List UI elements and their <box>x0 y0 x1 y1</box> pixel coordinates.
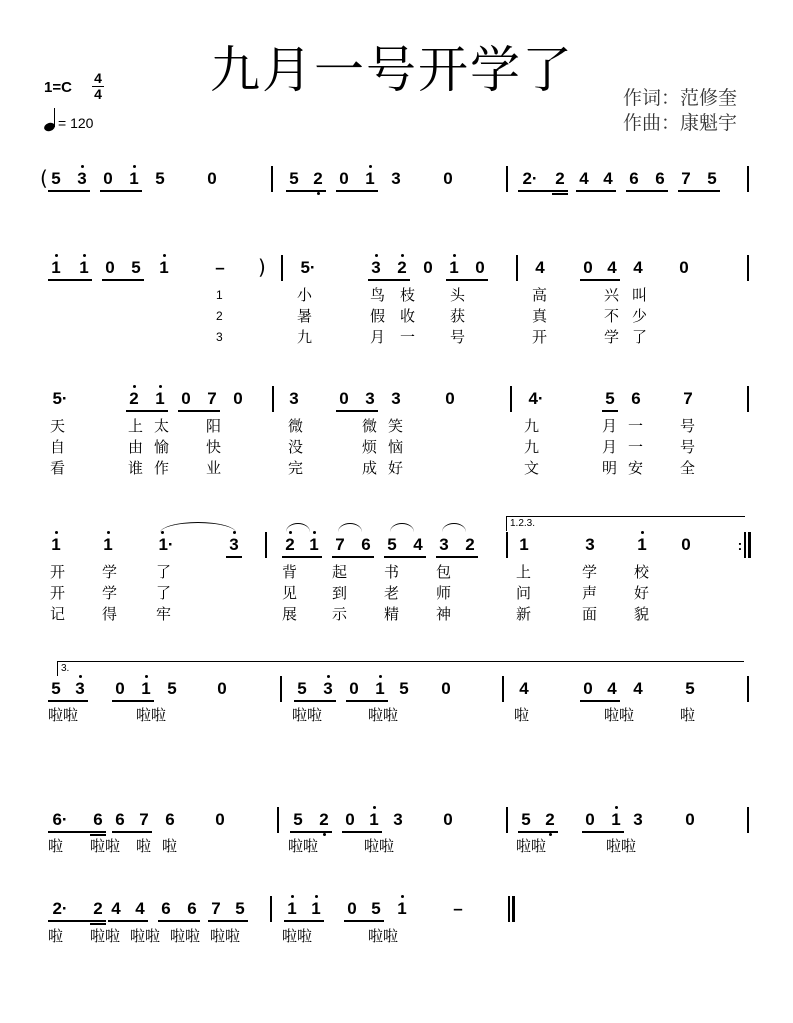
note: 5· <box>52 389 68 408</box>
note: 4 <box>607 258 617 277</box>
verse-number: 1 <box>216 288 223 302</box>
lyric: 愉 <box>154 438 170 456</box>
lyric: 包 <box>436 563 452 581</box>
lyric: 看 <box>50 459 66 477</box>
lyric: 九 <box>524 438 540 456</box>
time-signature-top: 4 <box>94 70 102 86</box>
composer-credit: 作曲：康魁宇 <box>623 112 738 134</box>
note: 0 <box>217 679 227 698</box>
lyric: 起 <box>332 563 348 581</box>
lyric: 学 <box>604 328 620 346</box>
note: 6 <box>165 810 175 829</box>
lyric: 真 <box>532 307 548 325</box>
lyric: 微 <box>362 417 378 435</box>
lyric: 天 <box>50 417 66 435</box>
note: 1 <box>48 257 64 279</box>
note: 2 <box>465 535 475 554</box>
lyric: 啦啦 <box>364 837 395 855</box>
lyric: 示 <box>332 605 348 623</box>
lyric: 明 <box>602 459 618 477</box>
note: 1 <box>394 898 410 920</box>
note: 3 <box>226 534 242 556</box>
note: 6· <box>52 810 68 829</box>
note: 2 <box>93 899 103 918</box>
score-line-4: 1 1 1· 3 2 1 7 6 5 4 3 2 1 3 1 0 : <box>0 534 793 564</box>
note: 3 <box>72 678 88 700</box>
lyric: 师 <box>436 584 452 602</box>
lyric: 微 <box>288 417 304 435</box>
lyric: 学 <box>102 563 118 581</box>
note: 3 <box>439 535 449 554</box>
note: 3 <box>74 168 90 190</box>
lyric: 高 <box>532 286 548 304</box>
note: 2 <box>126 388 142 410</box>
lyric: 啦 <box>514 706 530 724</box>
lyric: 获 <box>450 307 466 325</box>
note: 5 <box>399 679 409 698</box>
score-line-1 <box>0 168 793 198</box>
lyric: 了 <box>156 584 172 602</box>
lyric: 由 <box>128 438 144 456</box>
lyric: 貌 <box>634 605 650 623</box>
note: 1 <box>76 257 92 279</box>
note: 1 <box>306 534 322 556</box>
lyric: 新 <box>516 605 532 623</box>
note: 0 <box>443 810 453 829</box>
lyric: 收 <box>400 307 416 325</box>
time-signature-bottom: 4 <box>94 86 102 102</box>
volta-bracket-1 <box>506 516 745 531</box>
note: 1 <box>156 257 172 279</box>
lyric: 叫 <box>632 286 648 304</box>
note: 3 <box>289 389 299 408</box>
note: 1· <box>154 534 178 556</box>
lyric: 号 <box>450 328 466 346</box>
note: 0 <box>681 535 691 554</box>
note: 4 <box>579 169 589 188</box>
note: 5 <box>51 169 61 188</box>
note: 2 <box>310 168 326 190</box>
note: 6 <box>629 169 639 188</box>
lyric: 啦啦 <box>606 837 637 855</box>
note: 2 <box>394 257 410 279</box>
lyric: 一 <box>628 417 644 435</box>
slur <box>338 523 362 532</box>
note: 5 <box>155 169 165 188</box>
lyric: 背 <box>282 563 298 581</box>
lyric: 啦啦 <box>136 706 167 724</box>
tempo-marking: = 120 <box>58 115 94 131</box>
note: 4 <box>135 899 145 918</box>
note: 5· <box>300 258 316 277</box>
lyric: 作 <box>154 459 170 477</box>
lyric: 书 <box>384 563 400 581</box>
note: 3 <box>585 535 595 554</box>
note: 0 <box>115 679 125 698</box>
note: 1 <box>284 898 300 920</box>
lyric: 啦啦 <box>292 706 323 724</box>
lyric: 头 <box>450 286 466 304</box>
note: 0 <box>345 810 355 829</box>
note: 5 <box>521 810 531 829</box>
note: 4 <box>111 899 121 918</box>
note: 1 <box>362 168 378 190</box>
note: 6 <box>187 899 197 918</box>
note: 0 <box>423 258 433 277</box>
lyric: 阳 <box>206 417 222 435</box>
lyric: 啦 <box>162 837 178 855</box>
lyric: 开 <box>532 328 548 346</box>
note: 0 <box>339 169 349 188</box>
lyric: 啦啦 <box>48 706 79 724</box>
verse-number: 2 <box>216 309 223 323</box>
lyric: 假 <box>370 307 386 325</box>
lyric: 开 <box>50 563 66 581</box>
score-line-7 <box>0 898 793 928</box>
note: 0 <box>475 258 485 277</box>
note: 3 <box>368 257 384 279</box>
note: 1 <box>519 535 529 554</box>
lyric: 啦啦 <box>170 927 201 945</box>
note: 0 <box>445 389 455 408</box>
time-signature <box>92 72 104 101</box>
note: 7 <box>139 810 149 829</box>
lyric: 啦啦 <box>90 837 121 855</box>
note: 2 <box>555 169 565 188</box>
lyric: 一 <box>400 328 416 346</box>
note: 4 <box>413 535 423 554</box>
lyric: 见 <box>282 584 298 602</box>
lyric: 完 <box>288 459 304 477</box>
lyric: 月 <box>602 417 618 435</box>
repeat-bracket-open: ( <box>40 166 48 190</box>
note: 0 <box>215 810 225 829</box>
lyric: 神 <box>436 605 452 623</box>
note: 0 <box>583 679 593 698</box>
lyric: 自 <box>50 438 66 456</box>
quarter-note-icon <box>44 108 58 132</box>
note: 1 <box>608 809 624 831</box>
lyric: 啦啦 <box>130 927 161 945</box>
sustain-dash: – <box>453 899 463 918</box>
lyric: 月 <box>602 438 618 456</box>
score-line-2 <box>0 257 793 287</box>
lyric: 全 <box>680 459 696 477</box>
note: 2 <box>316 809 332 831</box>
lyric: 号 <box>680 438 696 456</box>
lyric: 月 <box>370 328 386 346</box>
lyric: 成 <box>362 459 378 477</box>
note: 7 <box>211 899 221 918</box>
note: 2 <box>282 534 298 556</box>
lyric: 鸟 <box>370 286 386 304</box>
note: 4 <box>633 679 643 698</box>
note: 1 <box>126 168 142 190</box>
lyric: 牢 <box>156 605 172 623</box>
note: 0 <box>685 810 695 829</box>
note: 0 <box>181 389 191 408</box>
volta-label: 1.2.3. <box>510 518 536 529</box>
lyric: 业 <box>206 459 222 477</box>
volta-label: 3. <box>61 663 70 674</box>
key-signature: 1=C <box>44 79 72 96</box>
note: 2· <box>52 899 68 918</box>
note: 7 <box>335 535 345 554</box>
note: 5 <box>387 535 397 554</box>
note: 0 <box>349 679 359 698</box>
lyric: 啦 <box>48 837 64 855</box>
lyricist-credit: 作词：范修奎 <box>623 87 738 109</box>
note: 4 <box>607 679 617 698</box>
note: 0 <box>207 169 217 188</box>
lyric: 不 <box>604 307 620 325</box>
lyric: 面 <box>582 605 598 623</box>
lyric: 号 <box>680 417 696 435</box>
note: 5 <box>293 810 303 829</box>
score-line-5 <box>0 678 793 708</box>
note: 6 <box>631 389 641 408</box>
note: 5 <box>235 899 245 918</box>
note: 3 <box>391 169 401 188</box>
song-title: 九月一号开学了 <box>210 41 574 99</box>
lyric: 啦啦 <box>210 927 241 945</box>
note: 5 <box>131 258 141 277</box>
note: 0 <box>583 258 593 277</box>
verse-number: 3 <box>216 330 223 344</box>
note: 1 <box>48 534 64 556</box>
slur <box>442 523 466 532</box>
lyric: 烦 <box>362 438 378 456</box>
note: 5 <box>371 899 381 918</box>
repeat-bracket-close: ) <box>258 255 266 279</box>
note: 0 <box>347 899 357 918</box>
lyric: 学 <box>582 563 598 581</box>
lyric: 展 <box>282 605 298 623</box>
note: 1 <box>366 809 382 831</box>
lyric: 一 <box>628 438 644 456</box>
note: 0 <box>105 258 115 277</box>
lyric: 恼 <box>388 438 404 456</box>
note: 0 <box>441 679 451 698</box>
sustain-dash: – <box>215 258 225 277</box>
lyric: 暑 <box>297 307 313 325</box>
lyric: 枝 <box>400 286 416 304</box>
note: 4 <box>519 679 529 698</box>
note: 1 <box>446 257 462 279</box>
lyric: 啦啦 <box>282 927 313 945</box>
note: 4 <box>603 169 613 188</box>
note: 1 <box>100 534 116 556</box>
lyric: 啦啦 <box>288 837 319 855</box>
note: 6 <box>93 810 103 829</box>
lyric: 快 <box>206 438 222 456</box>
lyric: 啦 <box>48 927 64 945</box>
lyric: 笑 <box>388 417 404 435</box>
note: 5 <box>605 389 615 408</box>
lyric: 少 <box>632 307 648 325</box>
note: 0 <box>233 389 243 408</box>
lyric: 得 <box>102 605 118 623</box>
lyric: 学 <box>102 584 118 602</box>
lyric: 老 <box>384 584 400 602</box>
lyric: 太 <box>154 417 170 435</box>
note: 5 <box>707 169 717 188</box>
note: 0 <box>339 389 349 408</box>
lyric: 啦 <box>136 837 152 855</box>
lyric: 兴 <box>604 286 620 304</box>
slur <box>390 523 414 532</box>
note: 5 <box>297 679 307 698</box>
lyric: 啦啦 <box>516 837 547 855</box>
note: 3 <box>365 389 375 408</box>
lyric: 上 <box>128 417 144 435</box>
lyric: 九 <box>524 417 540 435</box>
note: 4 <box>535 258 545 277</box>
lyric: 谁 <box>128 459 144 477</box>
note: 0 <box>443 169 453 188</box>
lyric: 没 <box>288 438 304 456</box>
lyric: 啦啦 <box>604 706 635 724</box>
note: 6 <box>361 535 371 554</box>
note: 0 <box>103 169 113 188</box>
note: 2 <box>542 809 558 831</box>
note: 5 <box>167 679 177 698</box>
lyric: 到 <box>332 584 348 602</box>
lyric: 九 <box>297 328 313 346</box>
note: 3 <box>391 389 401 408</box>
slur <box>160 522 236 533</box>
note: 3 <box>320 678 336 700</box>
note: 2· <box>522 169 538 188</box>
note: 7 <box>681 169 691 188</box>
note: 0 <box>585 810 595 829</box>
lyric: 啦啦 <box>368 706 399 724</box>
lyric: 上 <box>516 563 532 581</box>
lyric: 好 <box>634 584 650 602</box>
note: 1 <box>372 678 388 700</box>
note: 5 <box>51 679 61 698</box>
volta-bracket-2 <box>57 661 744 676</box>
lyric: 文 <box>524 459 540 477</box>
note: 3 <box>393 810 403 829</box>
lyric: 小 <box>297 286 313 304</box>
lyric: 问 <box>516 584 532 602</box>
lyric: 记 <box>50 605 66 623</box>
lyric: 了 <box>632 328 648 346</box>
note: 5 <box>289 169 299 188</box>
note: 1 <box>308 898 324 920</box>
lyric: 好 <box>388 459 404 477</box>
lyric: 精 <box>384 605 400 623</box>
note: 6 <box>115 810 125 829</box>
note: 7 <box>207 389 217 408</box>
note: 0 <box>679 258 689 277</box>
score-line-6 <box>0 809 793 839</box>
lyric: 啦 <box>680 706 696 724</box>
note: 7 <box>683 389 693 408</box>
note: 1 <box>152 388 168 410</box>
lyric: 声 <box>582 584 598 602</box>
lyric: 安 <box>628 459 644 477</box>
lyric: 了 <box>156 563 172 581</box>
note: 1 <box>634 534 650 556</box>
lyric: 开 <box>50 584 66 602</box>
note: 6 <box>161 899 171 918</box>
score-line-3 <box>0 388 793 418</box>
note: 1 <box>138 678 154 700</box>
note: 3 <box>633 810 643 829</box>
lyric: 啦啦 <box>368 927 399 945</box>
lyric: 校 <box>634 563 650 581</box>
note: 5 <box>685 679 695 698</box>
note: 4· <box>528 389 544 408</box>
note: 6 <box>655 169 665 188</box>
lyric: 啦啦 <box>90 927 121 945</box>
note: 4 <box>633 258 643 277</box>
